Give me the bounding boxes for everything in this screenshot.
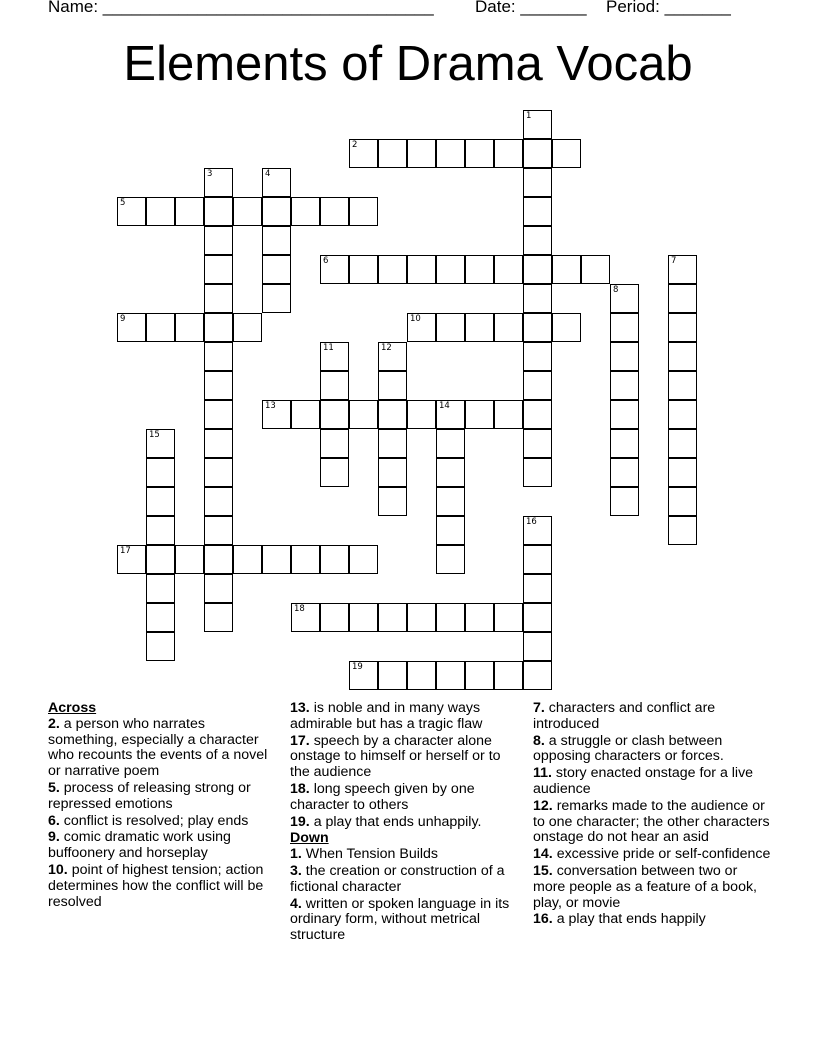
- clue-number: 3: [207, 169, 213, 179]
- period-field-label[interactable]: Period: _______: [606, 0, 731, 16]
- clue-down-1: 1. When Tension Builds: [290, 846, 439, 863]
- grid-cell[interactable]: [523, 284, 552, 313]
- grid-cell[interactable]: [146, 487, 175, 516]
- grid-cell[interactable]: [204, 284, 233, 313]
- grid-cell[interactable]: [378, 458, 407, 487]
- grid-cell[interactable]: [378, 661, 407, 690]
- clue-down-3: 3. the creation or construction of a fictional character: [290, 862, 505, 895]
- grid-cell[interactable]: [204, 400, 233, 429]
- clue-down-11: 11. story enacted onstage for a live audience: [533, 765, 754, 797]
- grid-cell[interactable]: [204, 574, 233, 603]
- grid-cell[interactable]: [204, 458, 233, 487]
- clue-down-12: 12. remarks made to the audience or to one character; the other characters onstage do not hear an asid: [533, 797, 770, 846]
- grid-cell[interactable]: [436, 516, 465, 545]
- grid-cell[interactable]: [668, 516, 697, 545]
- clue-number: 13: [265, 401, 276, 411]
- grid-cell[interactable]: [465, 661, 494, 690]
- grid-cell[interactable]: [494, 255, 523, 284]
- grid-cell[interactable]: [175, 313, 204, 342]
- clues-column-2: [290, 701, 515, 945]
- grid-cell[interactable]: [436, 313, 465, 342]
- clue-number: 14: [439, 401, 450, 411]
- clue-across-17: 17. speech by a character alone onstage to himself or herself or to the audience: [290, 732, 501, 781]
- grid-cell[interactable]: [610, 400, 639, 429]
- clue-number: 2: [352, 140, 358, 150]
- grid-cell[interactable]: [262, 197, 291, 226]
- grid-cell[interactable]: [668, 487, 697, 516]
- clue-across-18: 18. long speech given by one character to others: [290, 780, 475, 813]
- grid-cell[interactable]: [146, 603, 175, 632]
- grid-cell[interactable]: [233, 197, 262, 226]
- grid-cell[interactable]: [494, 603, 523, 632]
- grid-cell[interactable]: [204, 516, 233, 545]
- clue-number: 10: [410, 314, 421, 324]
- grid-cell[interactable]: [262, 168, 291, 197]
- grid-cell[interactable]: [494, 139, 523, 168]
- clue-number: 19: [352, 662, 363, 672]
- grid-cell[interactable]: [262, 226, 291, 255]
- grid-cell[interactable]: [465, 139, 494, 168]
- grid-cell[interactable]: [523, 197, 552, 226]
- grid-cell[interactable]: [523, 226, 552, 255]
- clues-column-1: [48, 701, 273, 911]
- grid-cell[interactable]: [378, 255, 407, 284]
- clue-across-6: 6. conflict is resolved; play ends: [48, 812, 249, 829]
- grid-cell[interactable]: [610, 371, 639, 400]
- grid-cell[interactable]: [117, 313, 146, 342]
- grid-cell[interactable]: [523, 400, 552, 429]
- grid-cell[interactable]: [407, 313, 436, 342]
- grid-cell[interactable]: [610, 487, 639, 516]
- grid-cell[interactable]: [378, 487, 407, 516]
- grid-cell[interactable]: [204, 255, 233, 284]
- grid-cell[interactable]: [146, 313, 175, 342]
- grid-cell[interactable]: [436, 545, 465, 574]
- clue-number: 7: [671, 256, 677, 266]
- clue-number: 18: [294, 604, 305, 614]
- grid-cell[interactable]: [436, 429, 465, 458]
- grid-cell[interactable]: [668, 255, 697, 284]
- grid-cell[interactable]: [465, 400, 494, 429]
- grid-cell[interactable]: [146, 632, 175, 661]
- clue-across-10: 10. point of highest tension; action determines how the conflict will be resolved: [48, 861, 264, 910]
- grid-cell[interactable]: [668, 400, 697, 429]
- grid-cell[interactable]: [291, 545, 320, 574]
- grid-cell[interactable]: [407, 400, 436, 429]
- clue-number: 15: [149, 430, 160, 440]
- grid-cell[interactable]: [465, 603, 494, 632]
- grid-cell[interactable]: [349, 139, 378, 168]
- grid-cell[interactable]: [262, 255, 291, 284]
- clue-number: 9: [120, 314, 126, 324]
- grid-cell[interactable]: [610, 342, 639, 371]
- grid-cell[interactable]: [436, 487, 465, 516]
- clue-down-8: 8. a struggle or clash between opposing characters or forces.: [533, 732, 724, 765]
- grid-cell[interactable]: [407, 139, 436, 168]
- clue-across-5: 5. process of releasing strong or repressed emotions: [48, 779, 251, 812]
- down-heading: Down: [290, 830, 329, 847]
- grid-cell[interactable]: [668, 313, 697, 342]
- grid-cell[interactable]: [378, 400, 407, 429]
- grid-cell[interactable]: [552, 255, 581, 284]
- clue-down-15: 15. conversation between two or more people as a feature of a book, play, or movie: [533, 862, 757, 911]
- grid-cell[interactable]: [465, 255, 494, 284]
- grid-cell[interactable]: [668, 458, 697, 487]
- grid-cell[interactable]: [146, 429, 175, 458]
- grid-cell[interactable]: [523, 255, 552, 284]
- grid-cell[interactable]: [523, 110, 552, 139]
- grid-cell[interactable]: [523, 632, 552, 661]
- clue-number: 6: [323, 256, 329, 266]
- grid-cell[interactable]: [523, 574, 552, 603]
- grid-cell[interactable]: [523, 313, 552, 342]
- grid-cell[interactable]: [204, 197, 233, 226]
- grid-cell[interactable]: [407, 603, 436, 632]
- grid-cell[interactable]: [320, 603, 349, 632]
- grid-cell[interactable]: [320, 400, 349, 429]
- clue-down-7: 7. characters and conflict are introduced: [533, 700, 716, 732]
- grid-cell[interactable]: [349, 400, 378, 429]
- grid-cell[interactable]: [320, 371, 349, 400]
- grid-cell[interactable]: [494, 661, 523, 690]
- grid-cell[interactable]: [436, 255, 465, 284]
- grid-cell[interactable]: [523, 342, 552, 371]
- grid-cell[interactable]: [349, 545, 378, 574]
- grid-cell[interactable]: [146, 197, 175, 226]
- grid-cell[interactable]: [668, 342, 697, 371]
- grid-cell[interactable]: [262, 545, 291, 574]
- grid-cell[interactable]: [233, 313, 262, 342]
- grid-cell[interactable]: [523, 545, 552, 574]
- name-field-label[interactable]: Name: ___________________________________: [48, 0, 434, 16]
- grid-cell[interactable]: [146, 458, 175, 487]
- grid-cell[interactable]: [262, 284, 291, 313]
- grid-cell[interactable]: [523, 139, 552, 168]
- grid-cell[interactable]: [436, 400, 465, 429]
- clue-number: 1: [526, 111, 532, 121]
- grid-cell[interactable]: [407, 255, 436, 284]
- clue-number: 16: [526, 517, 537, 527]
- grid-cell[interactable]: [117, 545, 146, 574]
- grid-cell[interactable]: [204, 603, 233, 632]
- clue-number: 5: [120, 198, 126, 208]
- clues-column-3: [533, 701, 773, 929]
- grid-cell[interactable]: [320, 342, 349, 371]
- clue-down-16: 16. a play that ends happily: [533, 911, 706, 928]
- grid-cell[interactable]: [291, 197, 320, 226]
- grid-cell[interactable]: [349, 255, 378, 284]
- grid-cell[interactable]: [668, 284, 697, 313]
- grid-cell[interactable]: [523, 516, 552, 545]
- grid-cell[interactable]: [291, 603, 320, 632]
- grid-cell[interactable]: [204, 313, 233, 342]
- grid-cell[interactable]: [204, 545, 233, 574]
- grid-cell[interactable]: [610, 313, 639, 342]
- clue-across-2: 2. a person who narrates something, especially a character who recounts the events of a novel or narrative poem: [48, 715, 268, 780]
- grid-cell[interactable]: [552, 139, 581, 168]
- grid-cell[interactable]: [233, 545, 262, 574]
- grid-cell[interactable]: [436, 458, 465, 487]
- date-field-label[interactable]: Date: _______: [475, 0, 587, 16]
- grid-cell[interactable]: [523, 661, 552, 690]
- grid-cell[interactable]: [204, 342, 233, 371]
- clue-number: 17: [120, 546, 131, 556]
- grid-cell[interactable]: [320, 545, 349, 574]
- header-fields: [48, 0, 756, 19]
- grid-cell[interactable]: [581, 255, 610, 284]
- grid-cell[interactable]: [349, 197, 378, 226]
- grid-cell[interactable]: [262, 400, 291, 429]
- grid-cell[interactable]: [204, 168, 233, 197]
- grid-cell[interactable]: [610, 458, 639, 487]
- clue-number: 11: [323, 343, 334, 353]
- grid-cell[interactable]: [204, 429, 233, 458]
- across-heading: Across: [48, 700, 97, 716]
- grid-cell[interactable]: [610, 429, 639, 458]
- grid-cell[interactable]: [494, 313, 523, 342]
- clue-number: 12: [381, 343, 392, 353]
- clue-across-13: 13. is noble and in many ways admirable but has a tragic flaw: [290, 700, 483, 732]
- grid-cell[interactable]: [146, 545, 175, 574]
- grid-cell[interactable]: [378, 371, 407, 400]
- grid-cell[interactable]: [291, 400, 320, 429]
- clue-number: 8: [613, 285, 619, 295]
- clue-down-4: 4. written or spoken language in its ordinary form, without metrical structure: [290, 895, 510, 944]
- grid-cell[interactable]: [407, 661, 436, 690]
- grid-cell[interactable]: [523, 429, 552, 458]
- grid-cell[interactable]: [204, 226, 233, 255]
- grid-cell[interactable]: [378, 139, 407, 168]
- grid-cell[interactable]: [668, 429, 697, 458]
- grid-cell[interactable]: [494, 400, 523, 429]
- grid-cell[interactable]: [378, 603, 407, 632]
- page-title: Elements of Drama Vocab: [123, 37, 693, 91]
- grid-cell[interactable]: [523, 458, 552, 487]
- grid-cell[interactable]: [436, 139, 465, 168]
- grid-cell[interactable]: [175, 197, 204, 226]
- grid-cell[interactable]: [436, 661, 465, 690]
- grid-cell[interactable]: [146, 574, 175, 603]
- grid-cell[interactable]: [523, 603, 552, 632]
- grid-cell[interactable]: [204, 487, 233, 516]
- grid-cell[interactable]: [117, 197, 146, 226]
- grid-cell[interactable]: [320, 458, 349, 487]
- grid-cell[interactable]: [436, 603, 465, 632]
- grid-cell[interactable]: [175, 545, 204, 574]
- grid-cell[interactable]: [320, 255, 349, 284]
- grid-cell[interactable]: [204, 371, 233, 400]
- grid-cell[interactable]: [610, 284, 639, 313]
- grid-cell[interactable]: [668, 371, 697, 400]
- grid-cell[interactable]: [320, 197, 349, 226]
- grid-cell[interactable]: [320, 429, 349, 458]
- grid-cell[interactable]: [349, 603, 378, 632]
- grid-cell[interactable]: [146, 516, 175, 545]
- grid-cell[interactable]: [378, 342, 407, 371]
- grid-cell[interactable]: [378, 429, 407, 458]
- clue-across-9: 9. comic dramatic work using buffoonery and horseplay: [48, 829, 231, 862]
- grid-cell[interactable]: [465, 313, 494, 342]
- grid-cell[interactable]: [349, 661, 378, 690]
- grid-cell[interactable]: [552, 313, 581, 342]
- clue-across-19: 19. a play that ends unhappily.: [290, 813, 482, 830]
- grid-cell[interactable]: [523, 371, 552, 400]
- grid-cell[interactable]: [523, 168, 552, 197]
- clue-down-14: 14. excessive pride or self-confidence: [533, 846, 771, 863]
- clue-number: 4: [265, 169, 271, 179]
